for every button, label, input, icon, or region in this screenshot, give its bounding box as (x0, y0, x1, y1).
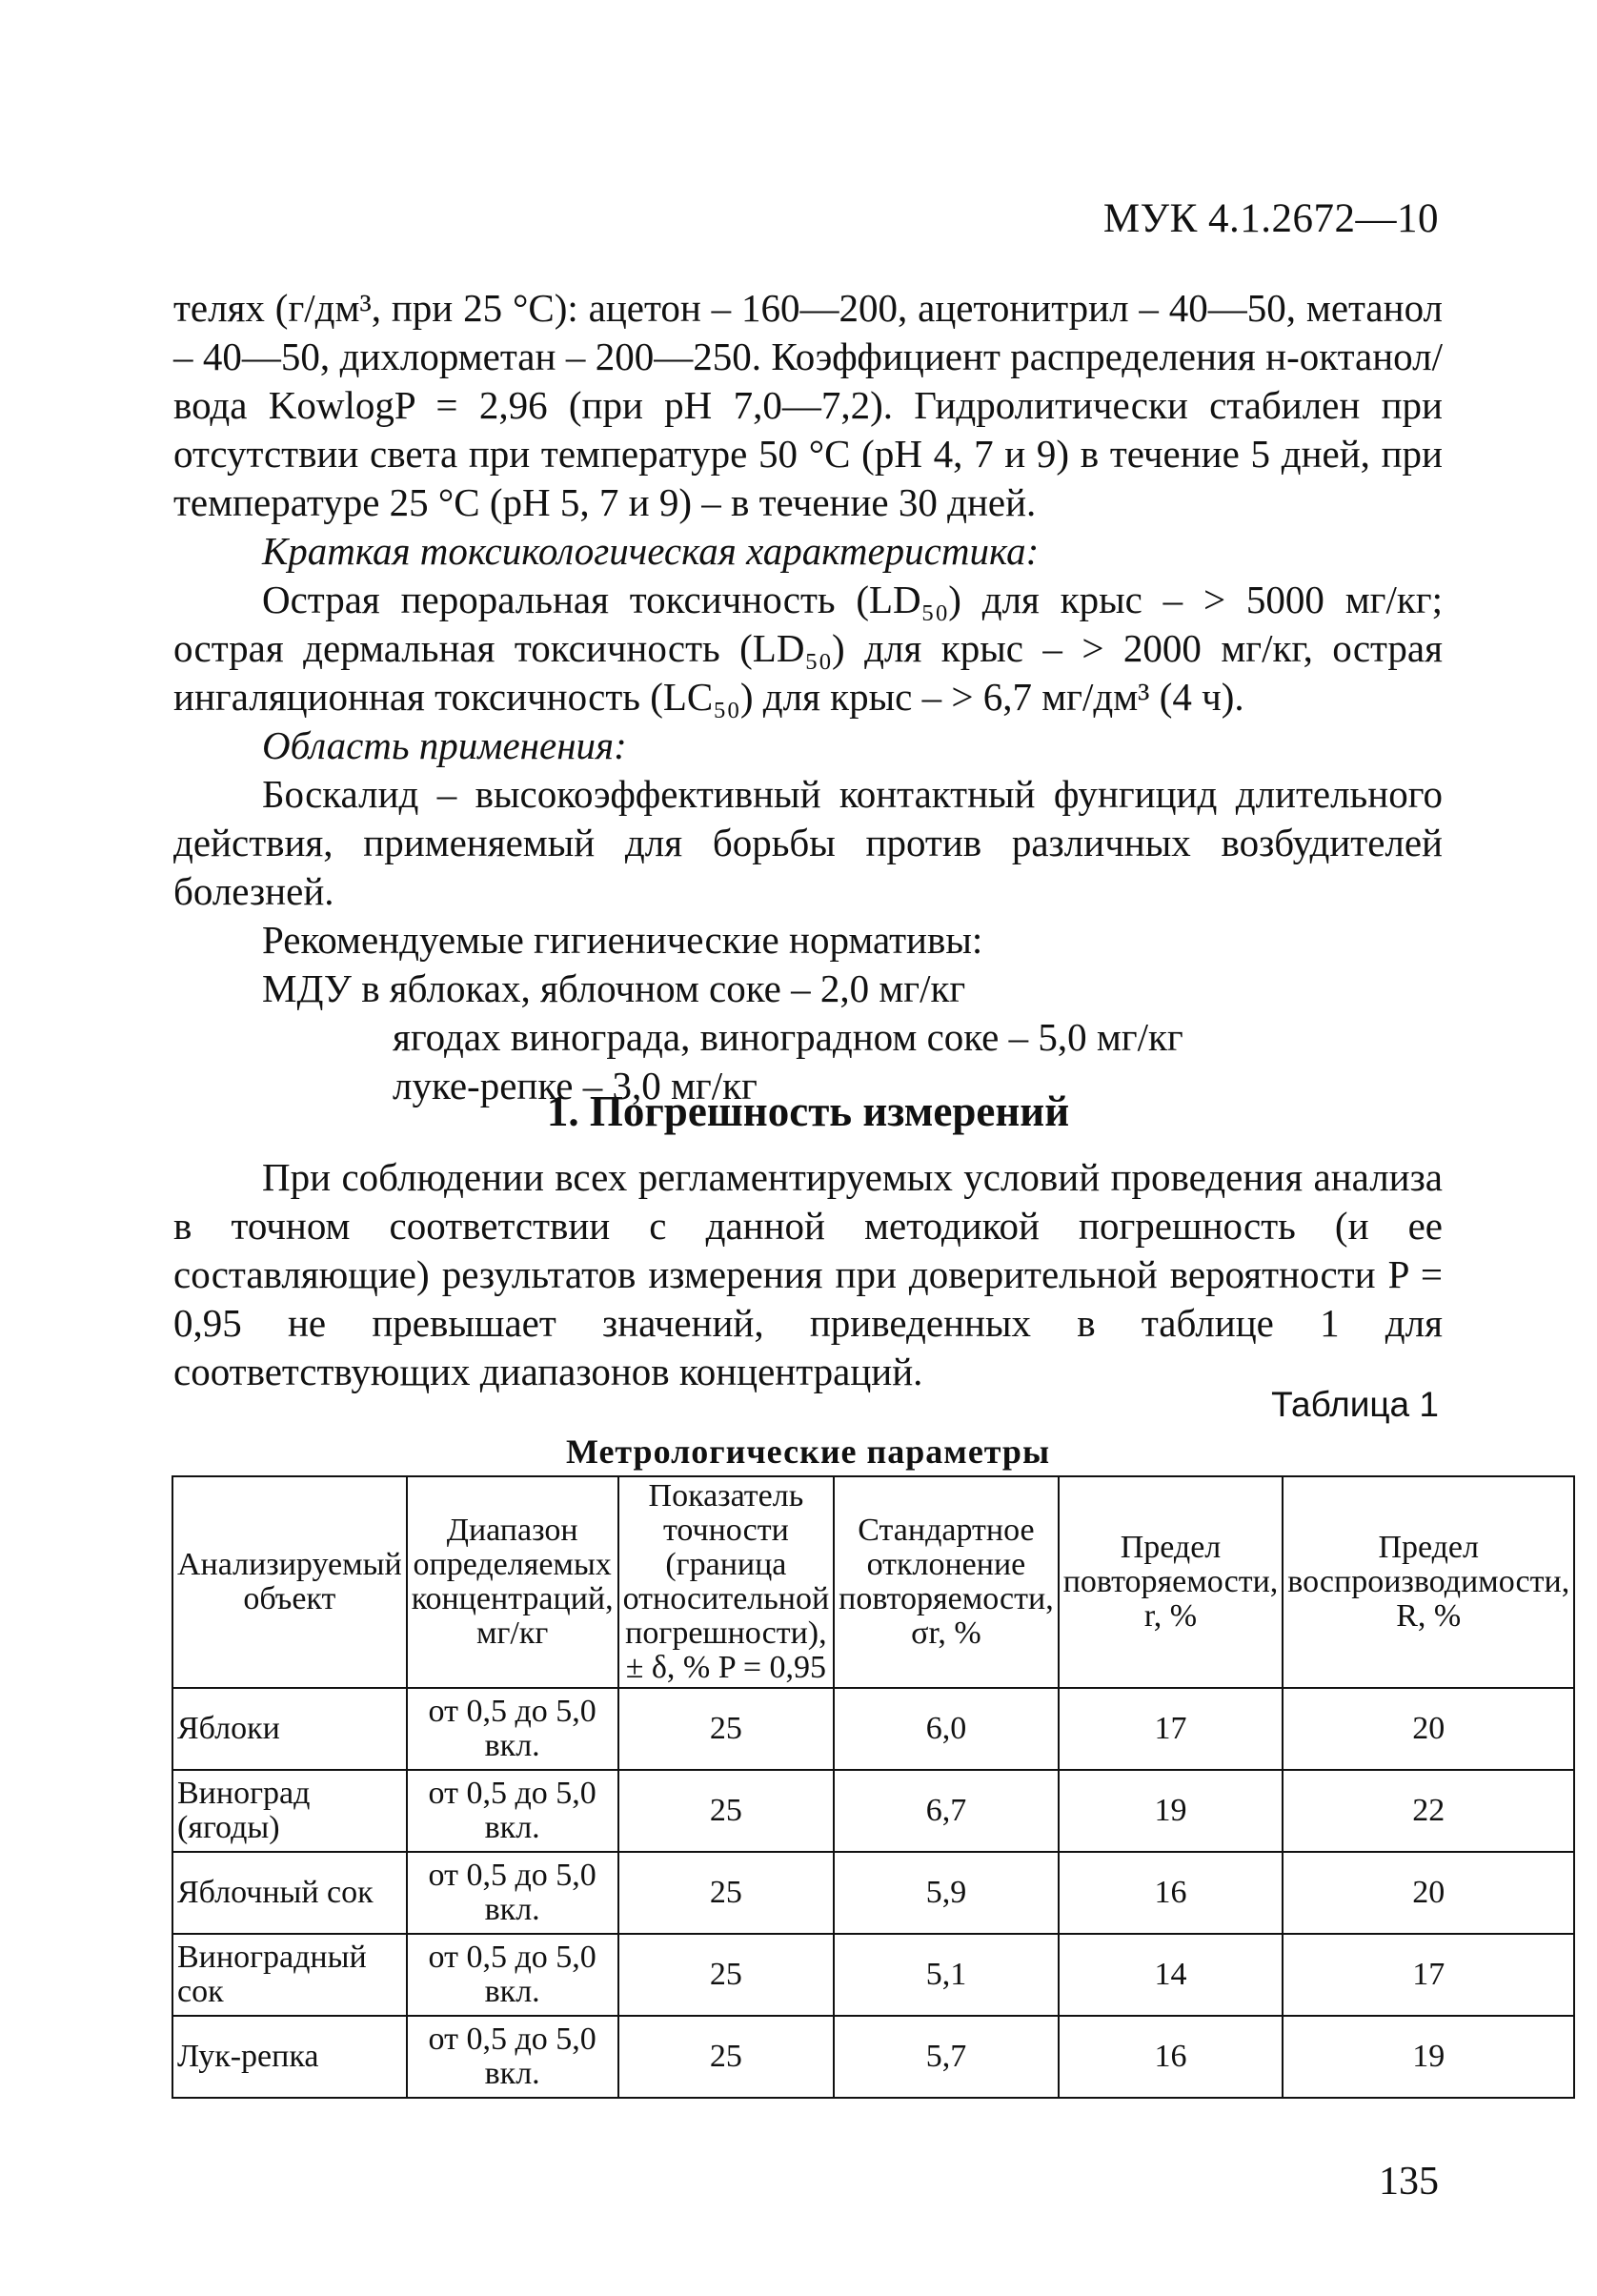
cell-repeatability: 14 (1059, 1934, 1284, 2016)
norms-line-grapes: ягодах винограда, виноградном соке – 5,0 мг/кг (393, 1015, 1183, 1059)
cell-repeatability: 19 (1059, 1770, 1284, 1852)
cell-reproducibility: 17 (1283, 1934, 1574, 2016)
application-heading: Область применения: (262, 723, 627, 767)
cell-std-dev: 6,0 (834, 1688, 1059, 1770)
table-title: Метрологические параметры (565, 1432, 1051, 1471)
cell-repeatability: 16 (1059, 1852, 1284, 1934)
table-row (172, 2016, 1574, 2098)
intro-block (173, 284, 1443, 1110)
norms-heading: Рекомендуемые гигиенические нормативы: (262, 918, 983, 962)
cell-reproducibility: 19 (1283, 2016, 1574, 2098)
cell-std-dev: 5,7 (834, 2016, 1059, 2098)
cell-accuracy: 25 (618, 1852, 835, 1934)
cell-reproducibility: 20 (1283, 1688, 1574, 1770)
section-title: 1. Погрешность измерений (546, 1087, 1070, 1135)
intro-paragraph: телях (г/дм³, при 25 °С): ацетон – 160—200, ацетонитрил – 40—50, метанол – 40—50, дихлорметан – 200—250. Коэффициент распределения н-октанол/вода KowlogP = 2,96 (при pH 7,0—7,2). Гидролитически стабилен при отсутствии света при температуре 50 °С (pH 4, 7 и 9) в течение 5 дней, при температуре 25 °С (pH 5, 7 и 9) – в течение 30 дней. (173, 286, 1443, 524)
header-accuracy: Показатель точности (граница относительной погрешности), ± δ, % P = 0,95 (618, 1476, 835, 1688)
table-row (172, 1688, 1574, 1770)
toxicology-text: Острая пероральная токсичность (LD₅₀) для крыс – > 5000 мг/кг; острая дермальная токсичность (LD₅₀) для крыс – > 2000 мг/кг, острая ингаляционная токсичность (LC₅₀) для крыс – > 6,7 мг/дм³ (4 ч). (173, 578, 1443, 719)
cell-std-dev: 5,9 (834, 1852, 1059, 1934)
table-caption: Таблица 1 (1271, 1385, 1439, 1424)
cell-range: от 0,5 до 5,0 вкл. (407, 1852, 618, 1934)
cell-range: от 0,5 до 5,0 вкл. (407, 1688, 618, 1770)
norms-line-apples: МДУ в яблоках, яблочном соке – 2,0 мг/кг (262, 966, 966, 1010)
section-paragraph: При соблюдении всех регламентируемых условий проведения анализа в точном соответствии с данной методикой погрешность (и ее составляющие) результатов измерения при доверительной вероятности P = 0,95 не превышает значений, приведенных в таблице 1 для соответствующих диапазонов концентраций. (173, 1155, 1443, 1393)
cell-accuracy: 25 (618, 1688, 835, 1770)
header-std-dev: Стандартное отклонение повторяемости, σr, % (834, 1476, 1059, 1688)
header-reproducibility: Предел воспроизводимости, R, % (1283, 1476, 1574, 1688)
cell-object: Яблоки (172, 1688, 407, 1770)
table-row (172, 1770, 1574, 1852)
cell-accuracy: 25 (618, 1770, 835, 1852)
table-header-row (172, 1476, 1574, 1688)
cell-range: от 0,5 до 5,0 вкл. (407, 1934, 618, 2016)
cell-range: от 0,5 до 5,0 вкл. (407, 1770, 618, 1852)
cell-std-dev: 5,1 (834, 1934, 1059, 2016)
document-code: МУК 4.1.2672—10 (1102, 196, 1439, 241)
cell-repeatability: 17 (1059, 1688, 1284, 1770)
cell-object: Яблочный сок (172, 1852, 407, 1934)
application-text: Боскалид – высокоэффективный контактный фунгицид длительного действия, применяемый для борьбы против различных возбудителей болезней. (173, 772, 1443, 913)
header-repeatability: Предел повторяемости, r, % (1059, 1476, 1284, 1688)
table-row (172, 1934, 1574, 2016)
cell-object: Виноградный сок (172, 1934, 407, 2016)
cell-repeatability: 16 (1059, 2016, 1284, 2098)
cell-reproducibility: 22 (1283, 1770, 1574, 1852)
norms-line-onion: луке-репке – 3,0 мг/кг (393, 1064, 758, 1107)
cell-object: Лук-репка (172, 2016, 407, 2098)
header-range: Диапазон определяемых концентраций, мг/кг (407, 1476, 618, 1688)
table-row (172, 1852, 1574, 1934)
metrological-table (172, 1475, 1575, 2099)
cell-std-dev: 6,7 (834, 1770, 1059, 1852)
cell-range: от 0,5 до 5,0 вкл. (407, 2016, 618, 2098)
cell-accuracy: 25 (618, 1934, 835, 2016)
header-object: Анализируемый объект (172, 1476, 407, 1688)
toxicology-heading: Краткая токсикологическая характеристика: (262, 529, 1040, 573)
page-number: 135 (1379, 2160, 1439, 2204)
cell-reproducibility: 20 (1283, 1852, 1574, 1934)
cell-object: Виноград (ягоды) (172, 1770, 407, 1852)
section-body (173, 1153, 1443, 1396)
cell-accuracy: 25 (618, 2016, 835, 2098)
